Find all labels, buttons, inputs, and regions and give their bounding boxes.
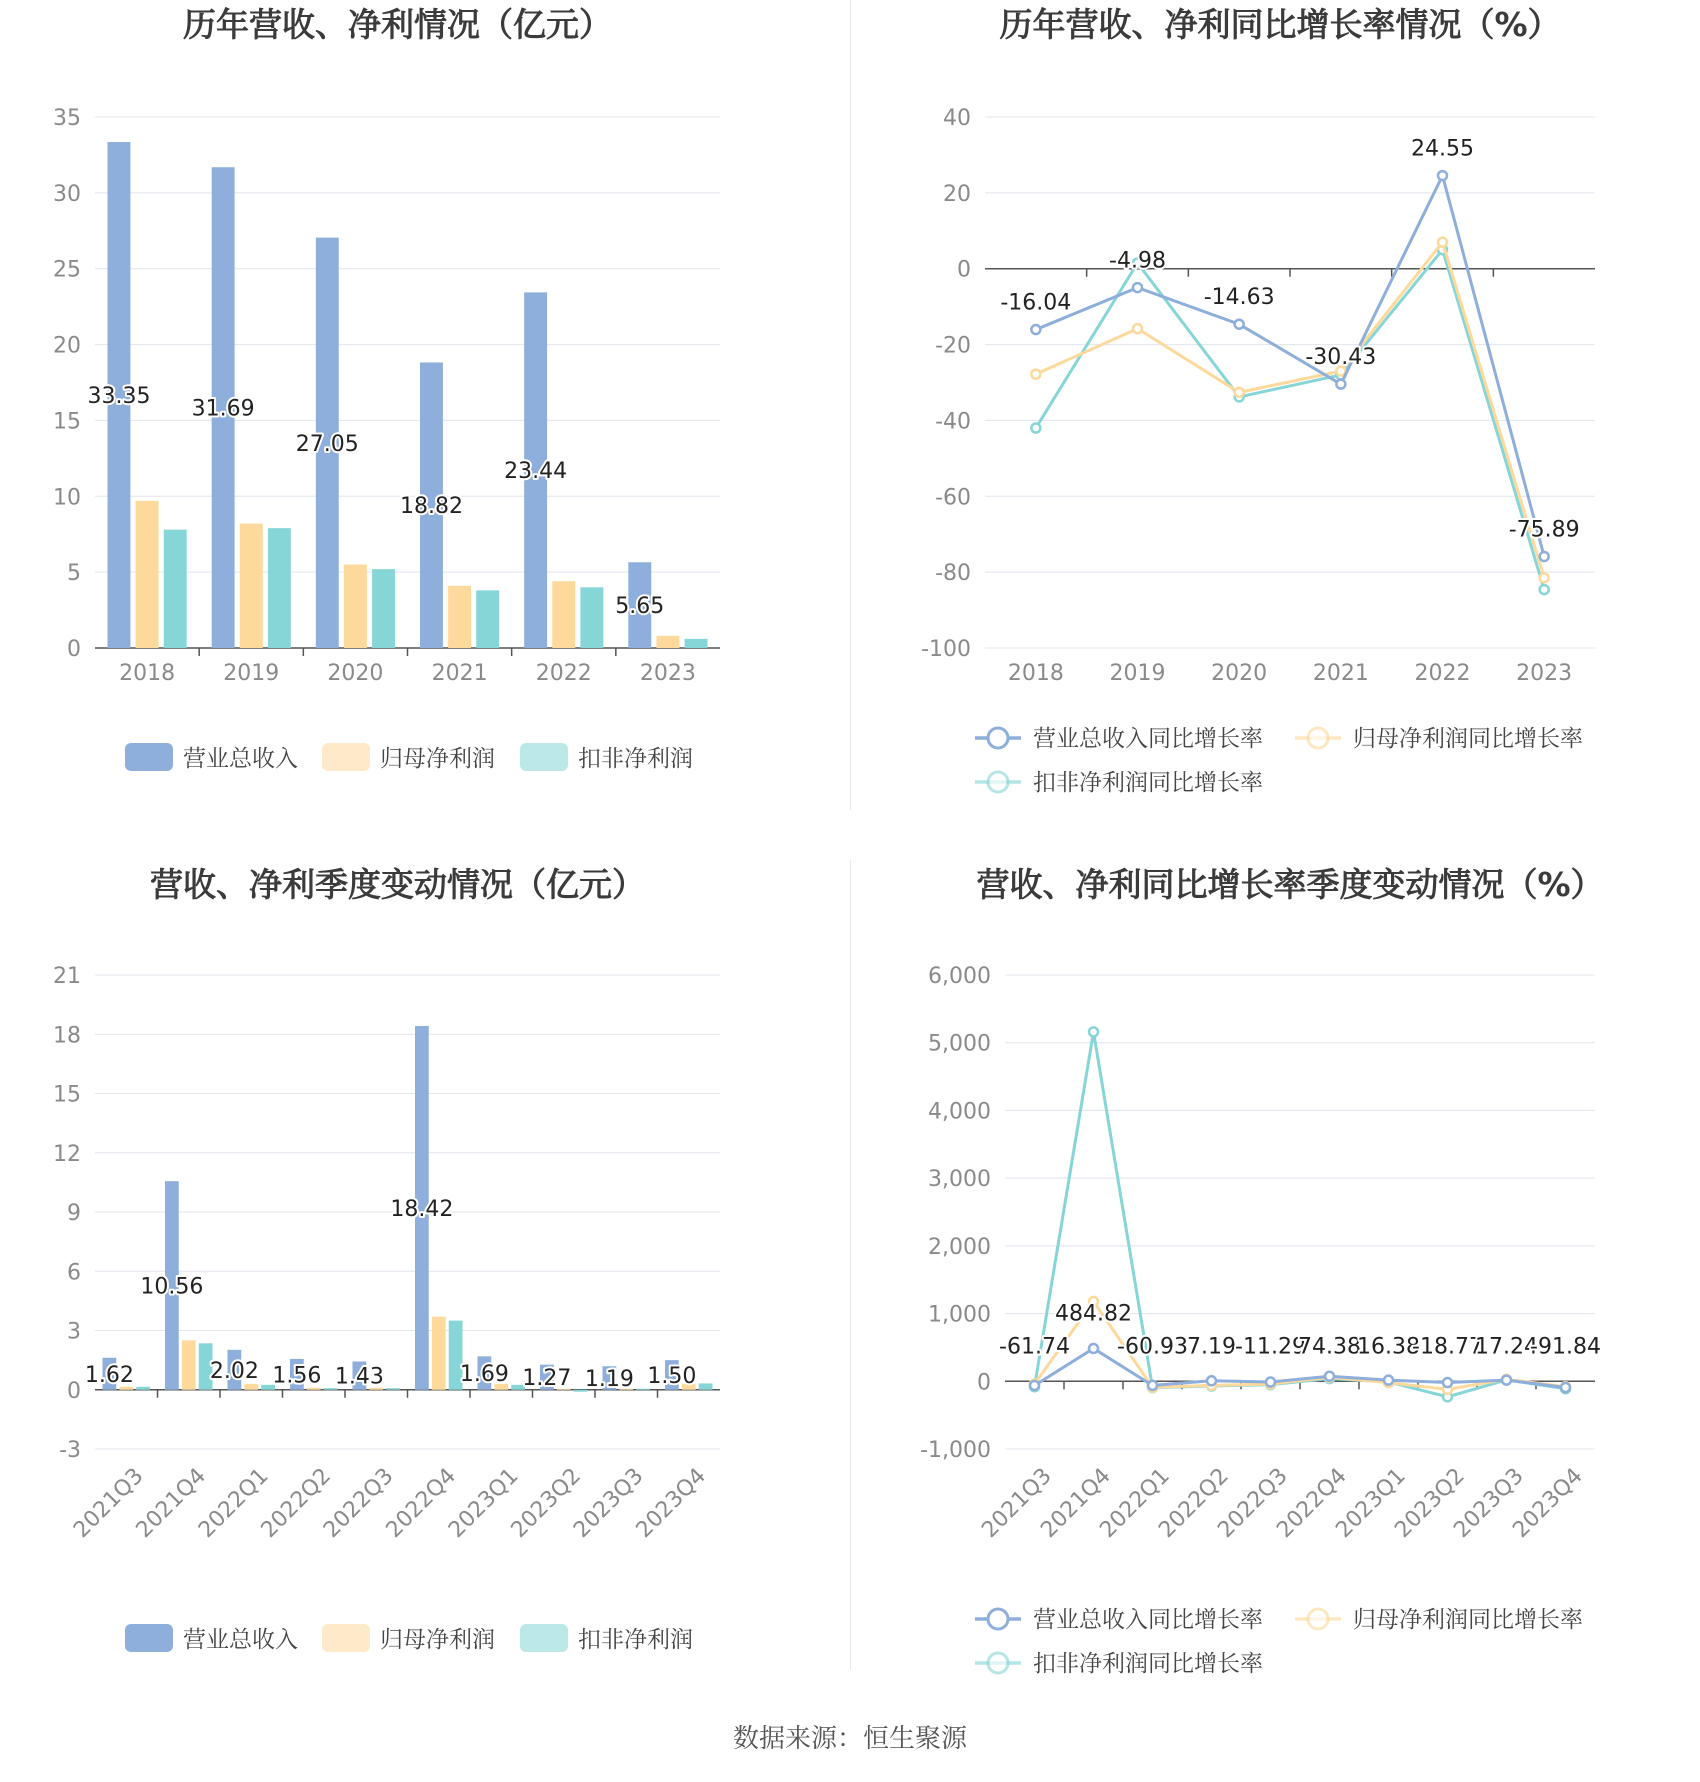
annual-line-svg — [850, 0, 1700, 860]
legend-swatch — [125, 1624, 173, 1652]
series-line — [1036, 176, 1544, 557]
y-tick-label: 6,000 — [928, 964, 991, 989]
quarter-line-svg — [850, 860, 1700, 1720]
source-label: 数据来源：恒生聚源 — [732, 1724, 967, 1754]
x-tick-label: 2023Q2 — [506, 1463, 586, 1543]
y-tick-label: 30 — [53, 181, 81, 207]
x-tick-label: 2022Q4 — [381, 1463, 461, 1543]
legend-marker — [988, 1609, 1008, 1629]
data-label: -4.98 — [1109, 248, 1166, 274]
x-tick-label: 2021Q4 — [131, 1463, 211, 1543]
y-tick-label: 9 — [67, 1201, 81, 1226]
y-tick-label: 25 — [53, 257, 81, 283]
x-tick-label: 2021Q3 — [977, 1463, 1057, 1543]
data-label: -18.77 — [1412, 1334, 1483, 1360]
data-point — [1089, 1344, 1098, 1353]
data-label: 1.50 — [647, 1363, 697, 1389]
data-label: -91.84 — [1530, 1334, 1601, 1360]
y-tick-label: 15 — [53, 409, 81, 435]
data-point — [1148, 1381, 1157, 1390]
legend-label: 营业总收入 — [183, 746, 298, 772]
divider-bottom — [850, 860, 851, 1670]
legend-label: 扣非净利润 — [578, 1627, 693, 1653]
y-tick-label: -80 — [935, 561, 971, 587]
data-point — [1133, 324, 1142, 333]
data-label: -11.29 — [1235, 1334, 1306, 1360]
legend-label: 归母净利润 — [380, 1627, 495, 1653]
quarterly-revenue-profit-chart — [0, 860, 850, 1720]
x-tick-label: 2020 — [327, 661, 384, 686]
y-tick-label: 40 — [943, 106, 971, 131]
y-tick-label: -20 — [935, 333, 971, 359]
data-label: 1.27 — [522, 1366, 572, 1392]
x-tick-label: 2023 — [639, 661, 696, 686]
chart-title: 历年营收、净利同比增长率情况（%） — [999, 5, 1561, 44]
y-tick-label: -1,000 — [920, 1438, 991, 1463]
y-tick-label: 1,000 — [928, 1302, 991, 1328]
data-point — [1438, 171, 1447, 180]
data-label: 33.35 — [87, 384, 151, 410]
data-point — [1031, 325, 1040, 334]
data-label: 1.69 — [459, 1362, 509, 1388]
data-point — [1235, 320, 1244, 329]
y-tick-label: 15 — [53, 1082, 81, 1108]
y-tick-label: 2,000 — [928, 1234, 991, 1260]
series-line — [1036, 250, 1544, 590]
x-tick-label: 2023Q1 — [444, 1463, 524, 1543]
bar — [136, 1387, 150, 1390]
x-tick-label: 2022Q4 — [1272, 1463, 1352, 1543]
data-point — [1089, 1027, 1098, 1036]
bar — [344, 565, 367, 648]
data-label: 1.56 — [272, 1363, 322, 1389]
y-tick-label: -60 — [935, 485, 971, 511]
bar — [552, 581, 575, 648]
data-label: 484.82 — [1055, 1301, 1132, 1327]
x-tick-label: 2022Q1 — [1095, 1463, 1175, 1543]
data-label: 18.82 — [399, 494, 463, 520]
bar — [476, 590, 499, 648]
bar — [685, 639, 708, 648]
legend-marker — [988, 728, 1008, 748]
data-label: -75.89 — [1508, 517, 1580, 543]
data-label: 10.56 — [140, 1274, 204, 1300]
x-tick-label: 2021 — [431, 661, 488, 686]
data-label: 1.43 — [334, 1364, 384, 1390]
legend-label: 营业总收入 — [183, 1627, 298, 1653]
data-label: 1.19 — [584, 1366, 634, 1392]
x-tick-label: 2022Q2 — [256, 1463, 336, 1543]
x-tick-label: 2018 — [119, 661, 176, 686]
x-tick-label: 2019 — [223, 661, 280, 686]
y-tick-label: 0 — [977, 1370, 991, 1396]
data-label: 16.38 — [1357, 1334, 1420, 1360]
x-tick-label: 2022Q1 — [194, 1463, 274, 1543]
data-point — [1384, 1376, 1393, 1385]
bar — [268, 528, 291, 648]
data-point — [1207, 1376, 1216, 1385]
x-tick-label: 2021Q3 — [69, 1463, 149, 1543]
y-tick-label: 12 — [53, 1141, 81, 1167]
bar — [580, 587, 603, 648]
y-tick-label: 3,000 — [928, 1167, 991, 1193]
y-tick-label: 5 — [67, 561, 81, 587]
bar — [244, 1384, 258, 1390]
x-tick-label: 2021Q4 — [1036, 1463, 1116, 1543]
y-tick-label: 4,000 — [928, 1099, 991, 1125]
data-label: 18.42 — [390, 1196, 454, 1222]
bar — [240, 524, 263, 648]
legend-swatch — [322, 743, 370, 771]
bar — [656, 636, 679, 648]
bar — [182, 1340, 196, 1389]
data-point — [1266, 1378, 1275, 1387]
y-tick-label: 5,000 — [928, 1031, 991, 1057]
data-label: 24.55 — [1411, 136, 1474, 162]
data-label: -14.63 — [1203, 285, 1275, 311]
data-point — [1540, 573, 1549, 582]
data-label: -61.74 — [999, 1334, 1070, 1360]
data-label: 5.65 — [615, 594, 665, 620]
legend-marker — [988, 1653, 1008, 1673]
x-tick-label: 2023Q2 — [1390, 1463, 1470, 1543]
x-tick-label: 2021 — [1312, 661, 1369, 686]
data-point — [1235, 388, 1244, 397]
x-tick-label: 2023Q3 — [569, 1463, 649, 1543]
legend-label: 归母净利润 — [380, 746, 495, 772]
x-tick-label: 2018 — [1007, 661, 1064, 686]
data-point — [1561, 1383, 1570, 1392]
legend-swatch — [520, 1624, 568, 1652]
y-tick-label: -3 — [59, 1438, 81, 1463]
y-tick-label: 20 — [943, 181, 971, 207]
data-point — [1438, 238, 1447, 247]
x-tick-label: 2022 — [1414, 661, 1471, 686]
series-line — [1036, 242, 1544, 578]
quarterly-growth-chart — [850, 860, 1700, 1720]
legend-marker — [988, 772, 1008, 792]
legend-label: 扣非净利润同比增长率 — [1033, 1651, 1263, 1677]
data-label: -60.93 — [1117, 1334, 1188, 1360]
x-tick-label: 2023Q3 — [1449, 1463, 1529, 1543]
x-tick-label: 2023Q1 — [1331, 1463, 1411, 1543]
legend-label: 扣非净利润同比增长率 — [1033, 770, 1263, 796]
x-tick-label: 2022Q3 — [1213, 1463, 1293, 1543]
divider-top — [850, 0, 851, 810]
data-label: 1.62 — [84, 1362, 134, 1388]
data-point — [1443, 1378, 1452, 1387]
data-point — [1540, 552, 1549, 561]
bar — [432, 1317, 446, 1390]
data-label: 17.24 — [1475, 1334, 1538, 1360]
bar — [372, 569, 395, 648]
data-label: -16.04 — [1000, 290, 1072, 316]
bar — [699, 1383, 713, 1389]
x-tick-label: 2023Q4 — [631, 1463, 711, 1543]
y-tick-label: 6 — [67, 1260, 81, 1286]
data-label: 31.69 — [191, 396, 255, 422]
legend-label: 营业总收入同比增长率 — [1033, 1607, 1263, 1633]
legend-label: 归母净利润同比增长率 — [1353, 726, 1583, 752]
legend-swatch — [125, 743, 173, 771]
y-tick-label: 35 — [53, 106, 81, 131]
quarter-bar-svg — [0, 860, 850, 1720]
chart-title: 营收、净利同比增长率季度变动情况（%） — [976, 865, 1604, 904]
bar — [136, 501, 159, 648]
x-tick-label: 2022 — [535, 661, 592, 686]
data-point — [1540, 585, 1549, 594]
bar — [448, 586, 471, 648]
y-tick-label: 10 — [53, 485, 81, 511]
data-label: 74.38 — [1298, 1334, 1361, 1360]
bar — [386, 1388, 400, 1390]
data-label: 2.02 — [209, 1358, 259, 1384]
y-tick-label: 18 — [53, 1023, 81, 1049]
y-tick-label: 0 — [67, 1378, 81, 1404]
legend-swatch — [322, 1624, 370, 1652]
annual-growth-chart — [850, 0, 1700, 860]
data-point — [1031, 424, 1040, 433]
data-label: -30.43 — [1305, 345, 1377, 371]
legend-label: 营业总收入同比增长率 — [1033, 726, 1263, 752]
y-tick-label: -40 — [935, 409, 971, 435]
annual-revenue-profit-chart — [0, 0, 850, 860]
x-tick-label: 2020 — [1211, 661, 1268, 686]
data-point — [1133, 283, 1142, 292]
legend-marker — [1308, 1609, 1328, 1629]
x-tick-label: 2022Q2 — [1154, 1463, 1234, 1543]
bar — [164, 530, 187, 648]
data-label: 23.44 — [504, 459, 568, 485]
y-tick-label: -100 — [921, 637, 971, 662]
data-label: 7.19 — [1187, 1334, 1236, 1360]
data-point — [1030, 1381, 1039, 1390]
data-point — [1336, 380, 1345, 389]
legend-marker — [1308, 728, 1328, 748]
data-point — [1325, 1372, 1334, 1381]
data-point — [1502, 1376, 1511, 1385]
y-tick-label: 3 — [67, 1319, 81, 1345]
x-tick-label: 2023 — [1516, 661, 1573, 686]
data-label: 27.05 — [295, 431, 359, 457]
legend-label: 归母净利润同比增长率 — [1353, 1607, 1583, 1633]
y-tick-label: 21 — [53, 964, 81, 989]
annual-bar-svg — [0, 0, 850, 860]
y-tick-label: 0 — [67, 637, 81, 662]
x-tick-label: 2022Q3 — [319, 1463, 399, 1543]
y-tick-label: 0 — [957, 257, 971, 283]
legend-swatch — [520, 743, 568, 771]
x-tick-label: 2023Q4 — [1508, 1463, 1588, 1543]
chart-title: 营收、净利季度变动情况（亿元） — [150, 865, 645, 904]
x-tick-label: 2019 — [1109, 661, 1166, 686]
legend-label: 扣非净利润 — [578, 746, 693, 772]
y-tick-label: 20 — [53, 333, 81, 359]
chart-title: 历年营收、净利情况（亿元） — [183, 5, 612, 44]
data-point — [1031, 370, 1040, 379]
